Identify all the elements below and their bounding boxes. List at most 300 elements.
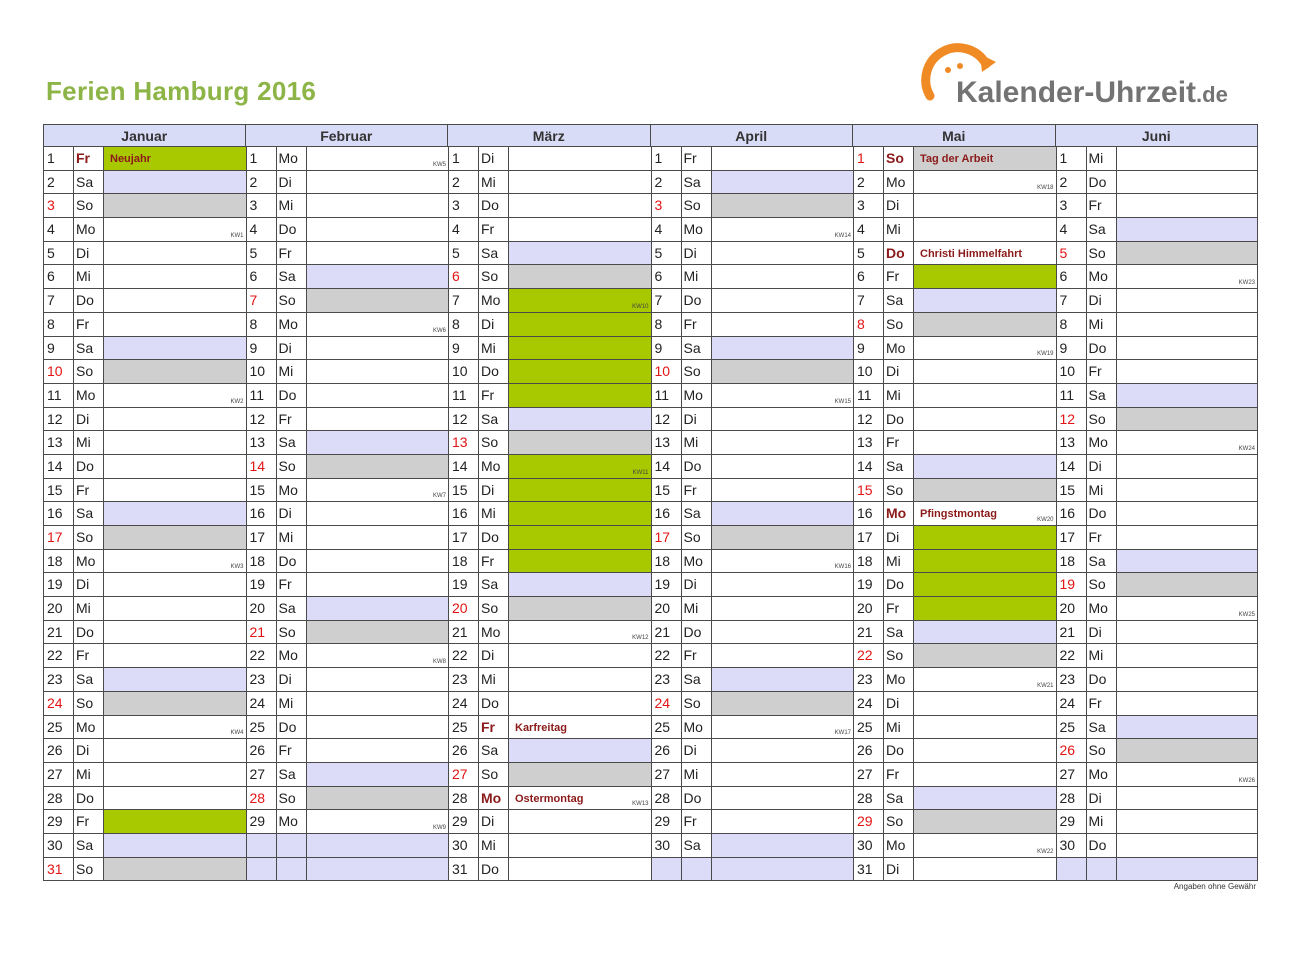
day-row — [1056, 716, 1259, 740]
day-row — [448, 668, 651, 692]
day-row — [651, 455, 854, 479]
weekday: So — [883, 479, 913, 502]
day-row — [43, 194, 246, 218]
weekday: So — [478, 431, 508, 454]
day-number: 3 — [43, 194, 73, 217]
weekday: Fr — [681, 479, 711, 502]
weekday: Sa — [1086, 384, 1116, 407]
day-event-cell — [508, 644, 651, 667]
weekday: Do — [478, 858, 508, 881]
day-row — [1056, 810, 1259, 834]
day-row — [43, 289, 246, 313]
day-row — [853, 455, 1056, 479]
day-row — [1056, 739, 1259, 763]
weekday: Mo — [1086, 265, 1116, 288]
day-row — [246, 739, 449, 763]
day-row — [853, 289, 1056, 313]
day-row — [651, 242, 854, 266]
day-event-cell — [711, 360, 854, 383]
weekday: Sa — [1086, 716, 1116, 739]
weekday: So — [681, 526, 711, 549]
weekday: Do — [681, 787, 711, 810]
day-event-cell — [913, 573, 1056, 596]
day-event-cell — [711, 644, 854, 667]
weekday: Sa — [73, 171, 103, 194]
day-number: 12 — [853, 408, 883, 431]
day-event-cell — [103, 455, 246, 478]
weekday: Sa — [883, 621, 913, 644]
weekday: Mi — [681, 597, 711, 620]
day-event-cell — [913, 810, 1056, 833]
day-number: 31 — [853, 858, 883, 881]
day-event-cell — [1116, 218, 1259, 241]
day-row — [246, 408, 449, 432]
day-event-cell — [1116, 455, 1259, 478]
day-number: 13 — [448, 431, 478, 454]
weekday: So — [73, 360, 103, 383]
day-number: 6 — [43, 265, 73, 288]
day-number: 23 — [246, 668, 276, 691]
day-number: 10 — [246, 360, 276, 383]
day-row — [246, 550, 449, 574]
day-event-cell — [508, 289, 651, 312]
weekday: Do — [681, 289, 711, 312]
day-event-cell — [508, 479, 651, 502]
day-number: 9 — [246, 337, 276, 360]
month-column — [1056, 147, 1259, 881]
day-row — [246, 360, 449, 384]
day-row — [1056, 147, 1259, 171]
day-number: 12 — [43, 408, 73, 431]
day-number: 30 — [651, 834, 681, 857]
weekday: Di — [681, 573, 711, 596]
weekday: Do — [1086, 337, 1116, 360]
day-event-cell — [306, 692, 449, 715]
day-row — [43, 360, 246, 384]
day-row — [43, 502, 246, 526]
day-row — [651, 858, 854, 882]
day-number: 22 — [448, 644, 478, 667]
day-number: 29 — [1056, 810, 1086, 833]
day-event-cell — [103, 289, 246, 312]
weekday: Mi — [883, 218, 913, 241]
day-row — [853, 502, 1056, 526]
weekday: Di — [681, 242, 711, 265]
day-event-cell — [306, 265, 449, 288]
day-event-cell — [1116, 763, 1259, 786]
day-event-cell — [306, 597, 449, 620]
day-number: 22 — [43, 644, 73, 667]
weekday: Mo — [478, 289, 508, 312]
day-number: 18 — [651, 550, 681, 573]
day-number: 1 — [43, 147, 73, 170]
day-number: 6 — [246, 265, 276, 288]
day-event-cell — [306, 787, 449, 810]
day-row — [1056, 431, 1259, 455]
day-event-cell — [1116, 384, 1259, 407]
weekday: Mi — [1086, 810, 1116, 833]
day-event-cell — [306, 834, 449, 857]
weekday: Mo — [1086, 431, 1116, 454]
day-row — [43, 431, 246, 455]
page-title: Ferien Hamburg 2016 — [46, 76, 317, 106]
day-row — [651, 408, 854, 432]
weekday: Mi — [883, 716, 913, 739]
day-number: 10 — [1056, 360, 1086, 383]
day-number: 20 — [43, 597, 73, 620]
day-row — [853, 194, 1056, 218]
day-row — [246, 265, 449, 289]
day-number: 19 — [448, 573, 478, 596]
day-row — [651, 692, 854, 716]
day-number: 11 — [43, 384, 73, 407]
day-event-cell — [913, 739, 1056, 762]
weekday: Do — [1086, 668, 1116, 691]
weekday: Mo — [883, 834, 913, 857]
day-event-cell — [1116, 194, 1259, 217]
weekday: So — [276, 289, 306, 312]
weekday: Di — [276, 171, 306, 194]
day-row — [651, 550, 854, 574]
weekday: Mo — [73, 218, 103, 241]
month-column — [651, 147, 854, 881]
day-number: 25 — [1056, 716, 1086, 739]
day-row — [43, 668, 246, 692]
calendar-week-label: KW14 — [834, 232, 851, 239]
day-number: 13 — [651, 431, 681, 454]
weekday: Di — [478, 810, 508, 833]
weekday: So — [73, 858, 103, 881]
weekday: Mi — [478, 668, 508, 691]
day-event-cell — [103, 313, 246, 336]
day-number: 24 — [853, 692, 883, 715]
weekday: Sa — [681, 834, 711, 857]
day-number — [246, 834, 276, 857]
day-row — [246, 621, 449, 645]
day-row — [43, 147, 246, 171]
day-row — [853, 265, 1056, 289]
day-row — [651, 265, 854, 289]
day-event-cell — [913, 668, 1056, 691]
day-event-cell — [711, 834, 854, 857]
month-header: April — [651, 124, 854, 147]
day-event-cell — [508, 621, 651, 644]
day-row — [1056, 408, 1259, 432]
calendar-week-label: KW6 — [432, 327, 446, 334]
day-row — [43, 171, 246, 195]
day-row — [43, 716, 246, 740]
day-event-cell — [306, 763, 449, 786]
day-event-cell — [1116, 242, 1259, 265]
day-row — [246, 171, 449, 195]
day-row — [246, 668, 449, 692]
holiday-label: Pfingstmontag — [920, 508, 997, 521]
day-row — [853, 360, 1056, 384]
day-row — [448, 360, 651, 384]
weekday: Fr — [478, 550, 508, 573]
day-event-cell — [508, 265, 651, 288]
day-row — [853, 147, 1056, 171]
day-row — [448, 265, 651, 289]
calendar-week-label: KW12 — [632, 635, 649, 642]
day-row — [448, 644, 651, 668]
day-event-cell — [1116, 810, 1259, 833]
kalender-uhrzeit-logo[interactable] — [920, 40, 1260, 115]
day-event-cell — [508, 337, 651, 360]
day-event-cell — [711, 242, 854, 265]
day-number — [651, 858, 681, 881]
weekday: Mi — [1086, 479, 1116, 502]
day-event-cell — [508, 550, 651, 573]
day-number: 3 — [246, 194, 276, 217]
day-event-cell — [711, 550, 854, 573]
day-event-cell — [103, 431, 246, 454]
day-number: 6 — [448, 265, 478, 288]
weekday: Fr — [1086, 692, 1116, 715]
day-event-cell — [1116, 479, 1259, 502]
month-header: Mai — [853, 124, 1056, 147]
day-number: 5 — [853, 242, 883, 265]
day-number: 24 — [448, 692, 478, 715]
weekday: Di — [1086, 787, 1116, 810]
calendar-week-label: KW13 — [632, 801, 649, 808]
day-row — [1056, 337, 1259, 361]
weekday: Di — [883, 360, 913, 383]
day-number: 21 — [43, 621, 73, 644]
day-row — [651, 597, 854, 621]
day-number: 31 — [448, 858, 478, 881]
weekday: So — [681, 360, 711, 383]
day-number: 17 — [448, 526, 478, 549]
weekday: Mo — [276, 147, 306, 170]
day-number: 16 — [246, 502, 276, 525]
weekday: Di — [883, 526, 913, 549]
month-header: Februar — [246, 124, 449, 147]
day-event-cell — [103, 716, 246, 739]
weekday: So — [681, 194, 711, 217]
weekday: Sa — [1086, 550, 1116, 573]
weekday: Mi — [478, 834, 508, 857]
day-number: 28 — [43, 787, 73, 810]
weekday: Fr — [883, 431, 913, 454]
weekday: Do — [73, 289, 103, 312]
weekday: So — [883, 810, 913, 833]
day-event-cell — [103, 526, 246, 549]
day-event-cell — [711, 408, 854, 431]
day-number: 22 — [853, 644, 883, 667]
day-event-cell — [711, 171, 854, 194]
day-event-cell — [508, 455, 651, 478]
day-event-cell — [306, 384, 449, 407]
calendar-week-label: KW24 — [1238, 445, 1255, 452]
day-row — [246, 218, 449, 242]
day-number: 14 — [651, 455, 681, 478]
weekday: Mi — [883, 384, 913, 407]
day-row — [448, 573, 651, 597]
month-header: März — [448, 124, 651, 147]
day-event-cell — [1116, 787, 1259, 810]
calendar-week-label: KW7 — [432, 493, 446, 500]
day-number: 2 — [246, 171, 276, 194]
weekday: Mo — [1086, 763, 1116, 786]
day-number: 18 — [448, 550, 478, 573]
day-row — [853, 739, 1056, 763]
day-row — [853, 171, 1056, 195]
day-row — [651, 810, 854, 834]
weekday: Fr — [883, 597, 913, 620]
day-row — [448, 337, 651, 361]
day-row — [246, 644, 449, 668]
day-event-cell — [711, 194, 854, 217]
weekday: Di — [883, 692, 913, 715]
day-event-cell — [306, 502, 449, 525]
day-event-cell — [913, 218, 1056, 241]
calendar-week-label: KW3 — [230, 564, 244, 571]
day-event-cell — [1116, 171, 1259, 194]
weekday: Di — [478, 479, 508, 502]
day-event-cell — [306, 147, 449, 170]
day-row — [448, 810, 651, 834]
month-column — [43, 147, 246, 881]
day-event-cell — [1116, 858, 1259, 881]
weekday: Do — [883, 573, 913, 596]
weekday: Mo — [73, 550, 103, 573]
day-number: 21 — [448, 621, 478, 644]
day-row — [853, 621, 1056, 645]
day-row — [246, 597, 449, 621]
day-row — [43, 550, 246, 574]
weekday: Mi — [1086, 147, 1116, 170]
day-row — [448, 834, 651, 858]
day-event-cell — [1116, 265, 1259, 288]
day-number: 16 — [651, 502, 681, 525]
day-number: 26 — [651, 739, 681, 762]
day-row — [448, 550, 651, 574]
day-event-cell — [913, 171, 1056, 194]
day-event-cell — [508, 668, 651, 691]
day-event-cell — [1116, 739, 1259, 762]
day-number: 22 — [651, 644, 681, 667]
calendar-week-label: KW16 — [834, 564, 851, 571]
day-number: 15 — [448, 479, 478, 502]
day-event-cell — [508, 597, 651, 620]
month-header: Juni — [1056, 124, 1259, 147]
day-row — [246, 147, 449, 171]
weekday: Mo — [883, 502, 913, 525]
day-event-cell — [103, 147, 246, 170]
day-number: 10 — [43, 360, 73, 383]
disclaimer: Angaben ohne Gewähr — [1173, 882, 1256, 891]
day-event-cell — [306, 408, 449, 431]
weekday — [276, 858, 306, 881]
day-event-cell — [1116, 408, 1259, 431]
day-event-cell — [306, 526, 449, 549]
weekday: Do — [1086, 171, 1116, 194]
day-number: 9 — [448, 337, 478, 360]
day-event-cell — [711, 384, 854, 407]
weekday: Fr — [276, 573, 306, 596]
day-number: 28 — [448, 787, 478, 810]
day-row — [1056, 597, 1259, 621]
weekday: Do — [883, 739, 913, 762]
weekday: Di — [73, 242, 103, 265]
day-number: 17 — [853, 526, 883, 549]
day-number: 19 — [651, 573, 681, 596]
weekday: Do — [478, 692, 508, 715]
day-number: 23 — [43, 668, 73, 691]
day-event-cell — [306, 550, 449, 573]
day-number: 20 — [246, 597, 276, 620]
day-number: 23 — [853, 668, 883, 691]
day-event-cell — [508, 218, 651, 241]
weekday: Do — [73, 455, 103, 478]
day-row — [448, 621, 651, 645]
day-number: 20 — [448, 597, 478, 620]
day-row — [43, 692, 246, 716]
day-event-cell — [306, 716, 449, 739]
weekday: Mi — [478, 171, 508, 194]
day-number: 12 — [651, 408, 681, 431]
day-event-cell — [306, 360, 449, 383]
weekday — [276, 834, 306, 857]
day-row — [43, 621, 246, 645]
weekday — [681, 858, 711, 881]
day-event-cell — [508, 147, 651, 170]
day-event-cell — [1116, 147, 1259, 170]
day-number: 28 — [651, 787, 681, 810]
day-row — [853, 763, 1056, 787]
day-row — [246, 716, 449, 740]
day-event-cell — [508, 431, 651, 454]
weekday: Di — [681, 408, 711, 431]
day-event-cell — [508, 194, 651, 217]
weekday: Di — [73, 573, 103, 596]
day-event-cell — [913, 360, 1056, 383]
weekday: So — [1086, 573, 1116, 596]
calendar-week-label: KW19 — [1037, 351, 1054, 358]
day-event-cell — [103, 668, 246, 691]
day-row — [1056, 668, 1259, 692]
day-number: 26 — [448, 739, 478, 762]
day-event-cell — [306, 644, 449, 667]
month-column — [246, 147, 449, 881]
day-event-cell — [913, 502, 1056, 525]
day-event-cell — [508, 810, 651, 833]
day-number: 18 — [1056, 550, 1086, 573]
day-event-cell — [508, 787, 651, 810]
weekday: Do — [73, 787, 103, 810]
day-row — [246, 763, 449, 787]
calendar-week-label: KW20 — [1037, 517, 1054, 523]
day-number: 8 — [246, 313, 276, 336]
weekday: Mi — [73, 431, 103, 454]
day-row — [43, 408, 246, 432]
day-event-cell — [306, 858, 449, 881]
day-row — [1056, 621, 1259, 645]
day-event-cell — [1116, 550, 1259, 573]
day-event-cell — [103, 644, 246, 667]
day-number: 15 — [853, 479, 883, 502]
day-number: 4 — [651, 218, 681, 241]
day-number: 11 — [246, 384, 276, 407]
weekday: Fr — [73, 313, 103, 336]
day-row — [651, 573, 854, 597]
day-row — [1056, 763, 1259, 787]
weekday: So — [1086, 242, 1116, 265]
day-number: 14 — [853, 455, 883, 478]
day-number: 23 — [651, 668, 681, 691]
weekday: Sa — [73, 337, 103, 360]
